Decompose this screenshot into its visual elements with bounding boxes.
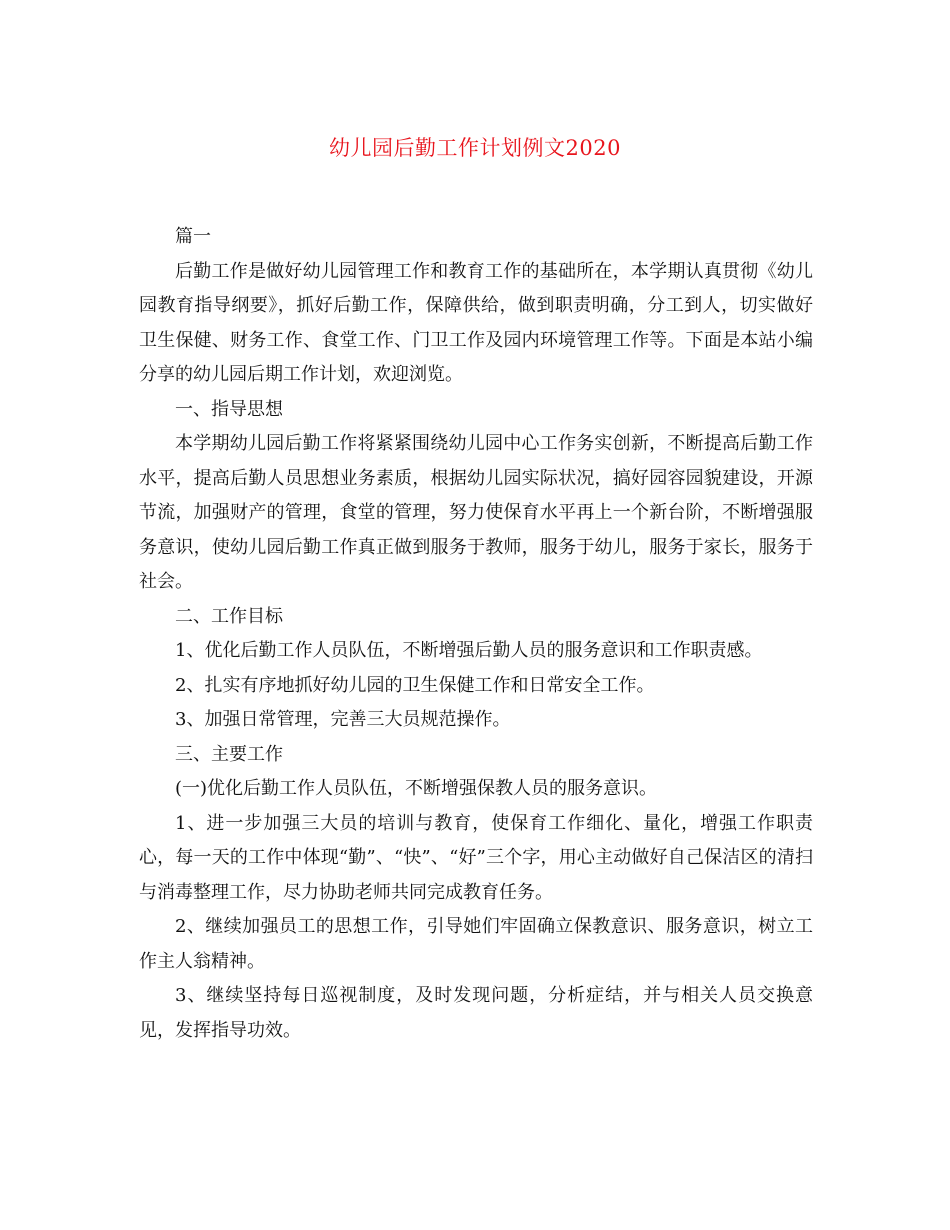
- document-title: 幼儿园后勤工作计划例文2020: [329, 136, 621, 160]
- heading-guiding-ideology: 一、指导思想: [175, 398, 283, 420]
- paragraph-section-label: 篇一: [175, 226, 211, 247]
- list-item-work-2: 2、继续加强员工的思想工作，引导她们牢固确立保教意识、服务意识，树立工作主人翁精神。: [139, 916, 813, 972]
- subheading-optimize-staff: (一)优化后勤工作人员队伍，不断增强保教人员的服务意识。: [175, 778, 658, 799]
- document-body: [139, 220, 813, 1048]
- list-item-goal-3: 3、加强日常管理，完善三大员规范操作。: [175, 709, 511, 730]
- list-item-work-1: 1、进一步加强三大员的培训与教育，使保育工作细化、量化，增强工作职责心，每一天的工作中体现“勤”、“快”、“好”三个字，用心主动做好自己保洁区的清扫与消毒整理工作，尽力协助老师共同完成教育任务。: [139, 812, 813, 903]
- paragraph-guiding-ideology: 本学期幼儿园后勤工作将紧紧围绕幼儿园中心工作务实创新，不断提高后勤工作水平，提高后勤人员思想业务素质，根据幼儿园实际状况，搞好园容园貌建设，开源节流，加强财产的管理，食堂的管理，努力使保育水平再上一个新台阶，不断增强服务意识，使幼儿园后勤工作真正做到服务于教师，服务于幼儿，服务于家长，服务于社会。: [139, 433, 813, 592]
- heading-main-work: 三、主要工作: [175, 743, 283, 765]
- list-item-goal-2: 2、扎实有序地抓好幼儿园的卫生保健工作和日常安全工作。: [175, 674, 655, 696]
- list-item-work-3: 3、继续坚持每日巡视制度，及时发现问题，分析症结，并与相关人员交换意见，发挥指导功效。: [139, 985, 813, 1041]
- heading-work-goals: 二、工作目标: [175, 605, 283, 627]
- list-item-goal-1: 1、优化后勤工作人员队伍，不断增强后勤人员的服务意识和工作职责感。: [175, 640, 763, 661]
- paragraph-intro: 后勤工作是做好幼儿园管理工作和教育工作的基础所在，本学期认真贯彻《幼儿园教育指导纲要》，抓好后勤工作，保障供给，做到职责明确，分工到人，切实做好卫生保健、财务工作、食堂工作、门卫工作及园内环境管理工作等。下面是本站小编分享的幼儿园后期工作计划，欢迎浏览。: [139, 260, 813, 385]
